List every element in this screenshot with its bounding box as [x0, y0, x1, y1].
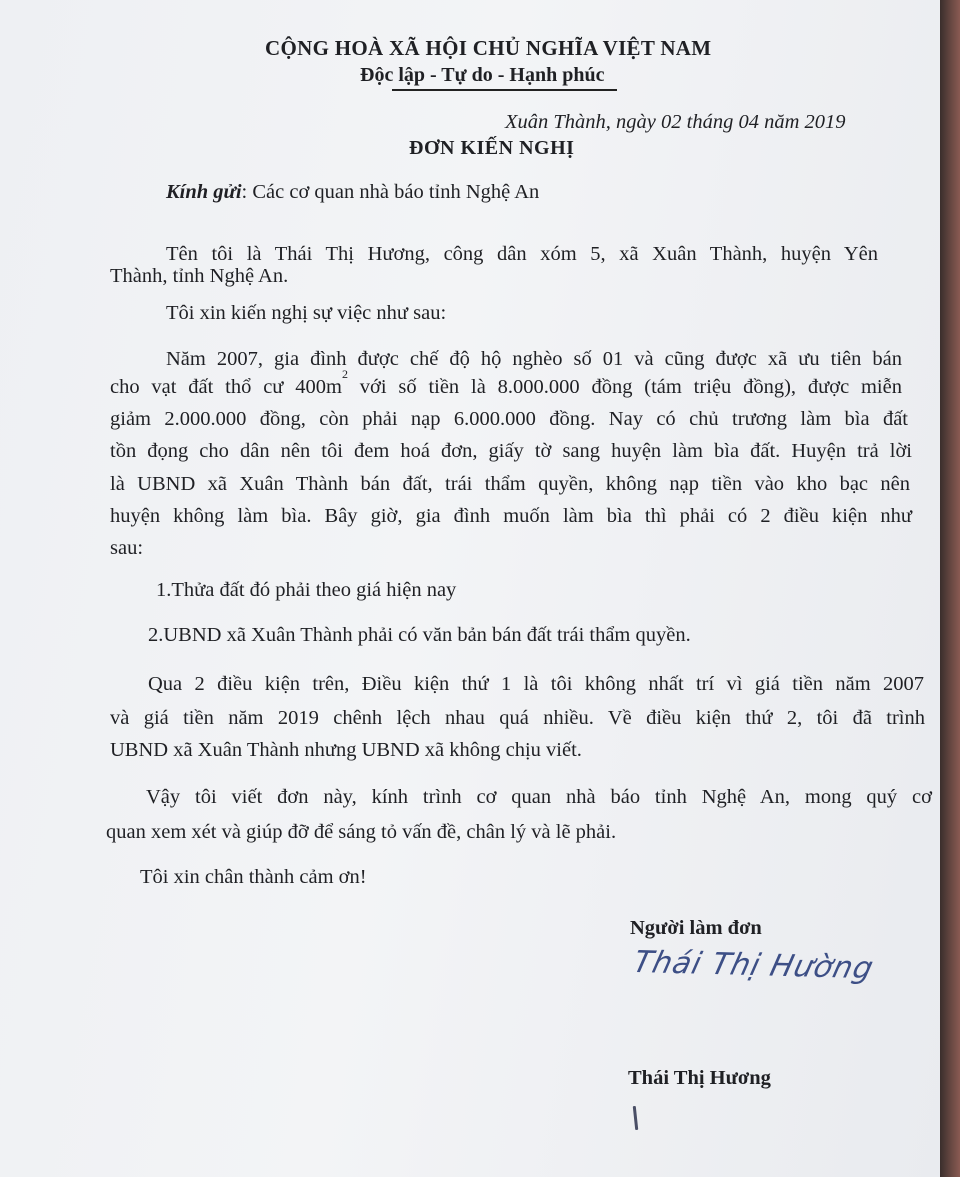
closing-line: Tôi xin chân thành cảm ơn!	[140, 866, 367, 888]
signer-name: Thái Thị Hương	[628, 1067, 771, 1089]
motto-underline	[392, 89, 617, 91]
para1-line-1	[166, 347, 902, 372]
para1-line-3	[110, 407, 908, 432]
intro-line-2: Thành, tỉnh Nghệ An.	[110, 265, 289, 287]
lead-sentence: Tôi xin kiến nghị sự việc như sau:	[166, 302, 447, 324]
national-motto: Độc lập - Tự do - Hạnh phúc	[360, 64, 605, 86]
condition-1: 1.Thửa đất đó phải theo giá hiện nay	[156, 579, 457, 601]
national-title: CỘNG HOÀ XÃ HỘI CHỦ NGHĨA VIỆT NAM	[265, 36, 712, 60]
square-superscript: 2	[341, 367, 348, 382]
intro-line-1	[166, 242, 878, 267]
para1-line-6-text: huyện không làm bìa. Bây giờ, gia đình muốn làm bìa thì phải có 2 điều kiện như	[110, 505, 912, 527]
pen-mark	[633, 1106, 638, 1130]
para1-line-6	[110, 504, 912, 529]
para1-line-3-text: giảm 2.000.000 đồng, còn phải nạp 6.000.000 đồng. Nay có chủ trương làm bìa đất	[110, 408, 908, 430]
para1-area-text: cho vạt đất thổ cư 400m	[110, 376, 342, 398]
document-title: ĐƠN KIẾN NGHỊ	[409, 137, 575, 159]
para1-line-4-text: tồn đọng cho dân nên tôi đem hoá đơn, giấy tờ sang huyện làm bìa đất. Huyện trả lời	[110, 440, 912, 462]
place-and-date: Xuân Thành, ngày 02 tháng 04 năm 2019	[505, 111, 846, 133]
para1-line-4	[110, 439, 912, 464]
para3-line-1-text: Vậy tôi viết đơn này, kính trình cơ quan nhà báo tỉnh Nghệ An, mong quý cơ	[146, 786, 932, 808]
para2-line-2	[110, 706, 925, 731]
recipient-label: Kính gửi	[166, 181, 242, 203]
intro-line-1-text: Tên tôi là Thái Thị Hương, công dân xóm 5, xã Xuân Thành, huyện Yên	[166, 243, 878, 265]
para2-line-2-text: và giá tiền năm 2019 chênh lệch nhau quá nhiều. Về điều kiện thứ 2, tôi đã trình	[110, 707, 925, 729]
para1-line-2-text	[110, 367, 902, 400]
background-edge	[940, 0, 960, 1177]
para1-line-5	[110, 472, 910, 497]
para1-line-5-text: là UBND xã Xuân Thành bán đất, trái thẩm quyền, không nạp tiền vào kho bạc nên	[110, 473, 910, 495]
para1-line-1-text: Năm 2007, gia đình được chế độ hộ nghèo số 01 và cũng được xã ưu tiên bán	[166, 348, 902, 370]
para2-line-1	[148, 672, 924, 697]
para3-line-2: quan xem xét và giúp đỡ để sáng tỏ vấn đề, chân lý và lẽ phải.	[106, 821, 617, 843]
condition-2: 2.UBND xã Xuân Thành phải có văn bản bán đất trái thẩm quyền.	[148, 624, 691, 646]
para2-line-1-text: Qua 2 điều kiện trên, Điều kiện thứ 1 là tôi không nhất trí vì giá tiền năm 2007	[148, 673, 924, 695]
recipient-text: : Các cơ quan nhà báo tỉnh Nghệ An	[241, 181, 540, 203]
para2-line-3: UBND xã Xuân Thành nhưng UBND xã không chịu viết.	[110, 739, 582, 761]
para3-line-1	[146, 785, 932, 810]
recipient-line	[166, 180, 539, 205]
para1-line-7: sau:	[110, 537, 144, 559]
signer-role: Người làm đơn	[630, 917, 762, 939]
handwritten-signature: Thái Thị Hường	[629, 944, 878, 987]
para1-line-2	[110, 367, 902, 400]
para1-amount-text: với số tiền là 8.000.000 đồng (tám triệu đồng), được miễn	[347, 376, 902, 398]
